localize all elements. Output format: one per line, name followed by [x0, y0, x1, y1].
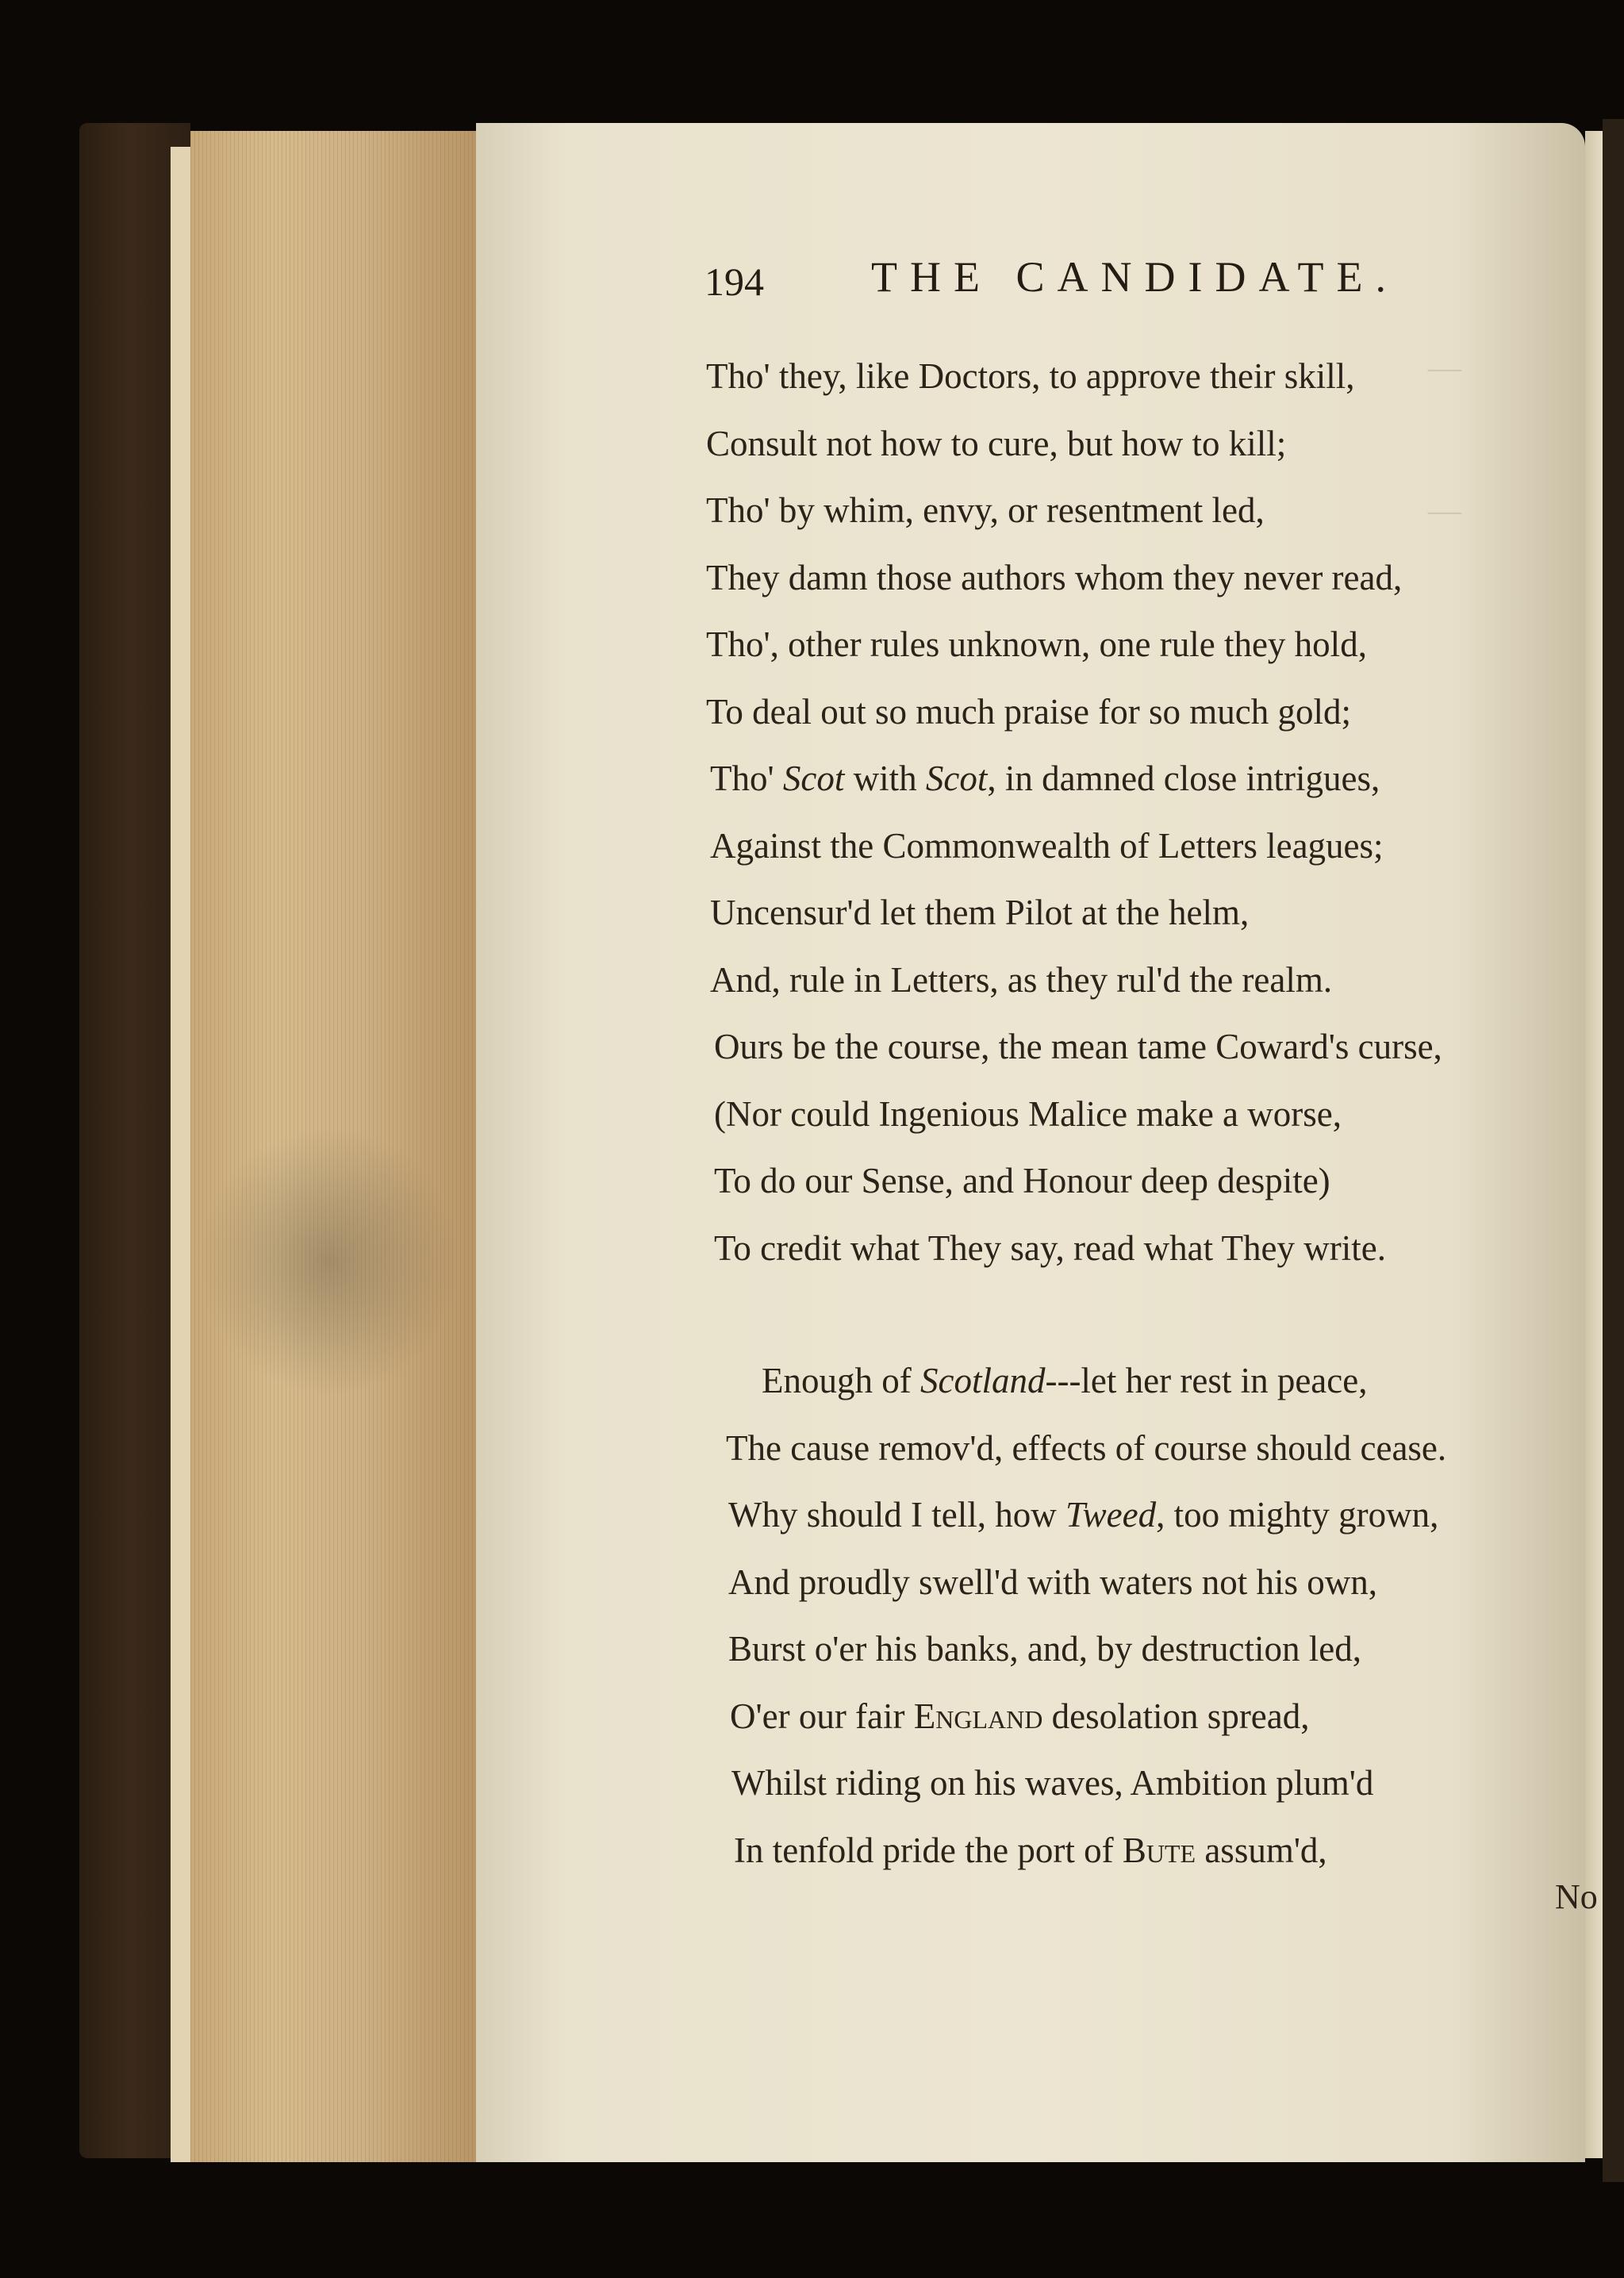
verse-line: Why should I tell, how Tweed, too mighty grown,	[728, 1495, 1439, 1535]
verse-line: To credit what They say, read what They write.	[714, 1227, 1386, 1268]
verse-line: And, rule in Letters, as they rul'd the realm.	[710, 959, 1333, 1000]
verse-line: Ours be the course, the mean tame Coward's curse,	[714, 1027, 1442, 1066]
verse-line: Burst o'er his banks, and, by destruction led,	[728, 1629, 1361, 1669]
page-stack-stain	[198, 1127, 460, 1396]
verse-line: They damn those authors whom they never read,	[706, 557, 1403, 597]
verse-line: Tho' they, like Doctors, to approve their skill,	[706, 356, 1355, 396]
page-number: 194	[705, 259, 764, 304]
verse-line: To deal out so much praise for so much gold;	[706, 691, 1351, 732]
stanza-2	[706, 1347, 1547, 1884]
verse-line: The cause remov'd, effects of course should cease.	[726, 1427, 1447, 1468]
page-header	[705, 252, 1466, 316]
verse-line: Tho' Scot with Scot, in damned close intrigues,	[710, 759, 1380, 798]
verse-line: In tenfold pride the port of Bute assum'd,	[734, 1830, 1327, 1870]
book-photo: — — No 194 THE CANDIDATE. Tho' they, like Doctors, to approve their skill, Consult not how to cure, but how to kill; Tho' by whim, envy, or resentment led, They damn those authors whom they never read, Tho', other rules unknown, one rule they hold, To deal out so much praise for so much gold; Tho' Scot with Scot, in damned close intrigues, Against the Commonwealth of Letters leagues; Uncensur'd let them Pilot at the helm, And, rule in Letters, as they rul'd the realm. Ours be the course, the mean tame Coward's curse, (Nor could Ingenious Malice make a worse, To do our Sense, and Honour deep despite) To credit what They say, read what They write. Enough of Scotland---let her rest in peace, The cause remov'd, effects of course should cease. Why should I tell, how Tweed, too mighty grown, And proudly swell'd with waters not his own, Burst o'er his banks, and, by destruction led, O'er our fair England desolation spread, Whilst riding on his waves, Ambition plum'd In tenfold pride the port of Bute assum'd,	[0, 0, 1624, 2278]
verse-line: Uncensur'd let them Pilot at the helm,	[710, 893, 1250, 932]
verse-line: Tho' by whim, envy, or resentment led,	[706, 490, 1265, 530]
next-page-edge	[1585, 131, 1603, 2158]
verse-line: Enough of Scotland---let her rest in peace,	[762, 1361, 1368, 1400]
running-title: THE CANDIDATE.	[871, 253, 1399, 301]
verse-line: Whilst riding on his waves, Ambition plum'd	[731, 1763, 1374, 1803]
verse-line: Against the Commonwealth of Letters leagues;	[710, 825, 1384, 866]
verse-line: O'er our fair England desolation spread,	[730, 1696, 1310, 1736]
verse-line: Consult not how to cure, but how to kill;	[706, 423, 1287, 463]
stanza-1	[706, 343, 1547, 1281]
verse-line: To do our Sense, and Honour deep despite)	[714, 1161, 1330, 1200]
next-page-fragment: No	[1555, 1877, 1598, 1916]
verse-line: And proudly swell'd with waters not his own,	[728, 1562, 1378, 1602]
verse-line: Tho', other rules unknown, one rule they hold,	[706, 624, 1367, 664]
book-cover-right	[1603, 119, 1624, 2182]
verse-line: (Nor could Ingenious Malice make a worse,	[714, 1093, 1342, 1134]
